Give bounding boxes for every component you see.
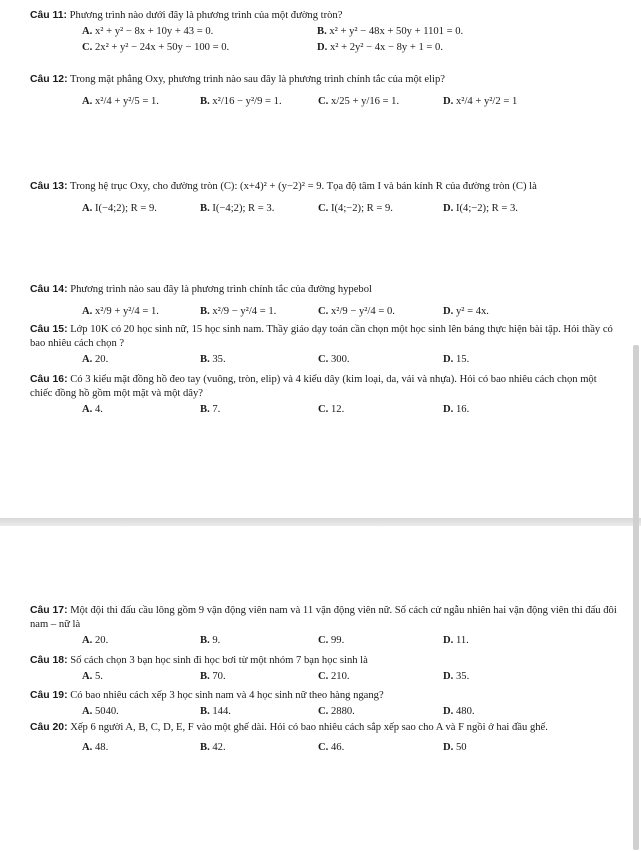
option-text: 35. [455, 671, 470, 682]
options [82, 705, 619, 719]
options [82, 741, 619, 755]
option-label: B. [200, 203, 210, 214]
option-label: A. [82, 635, 93, 646]
option-text: 12. [330, 404, 345, 415]
option-text: 50 [455, 742, 467, 753]
option-text: 20. [94, 354, 109, 365]
option-label: C. [318, 671, 329, 682]
question-11 [30, 9, 619, 55]
option-label: D. [443, 742, 454, 753]
option-text: 42. [212, 742, 226, 753]
question-text: Trong mặt phẳng Oxy, phương trình nào sau đây là phương trình chính tắc của một elip? [70, 74, 445, 85]
question-number: Câu 17: [30, 605, 68, 616]
option-label: C. [318, 306, 329, 317]
option-label: A. [82, 742, 93, 753]
option-text: 99. [330, 635, 345, 646]
option-label: D. [443, 306, 454, 317]
option-text: I(−4;2); R = 3. [212, 203, 275, 214]
option-text: 11. [455, 635, 469, 646]
option-label: C. [318, 742, 329, 753]
option-text: 210. [330, 671, 350, 682]
option-text: x²/4 + y²/5 = 1. [94, 96, 159, 107]
question-20 [30, 721, 619, 755]
option-label: B. [200, 706, 210, 717]
question-15 [30, 323, 619, 367]
question-text: Có 3 kiểu mặt đồng hồ đeo tay (vuông, tròn, elip) và 4 kiểu dây (kim loại, da, vải và nhựa). Hỏi có bao nhiêu cách chọn một chiếc đồng hồ gồm một mặt và một dây? [30, 374, 597, 399]
question-text: Lớp 10K có 20 học sinh nữ, 15 học sinh nam. Thầy giáo dạy toán cần chọn một học sinh lên bảng thực hiện bài tập. Hỏi thầy có bao nhiêu cách chọn ? [30, 324, 613, 349]
option-text: I(−4;2); R = 9. [94, 203, 157, 214]
option-label: C. [318, 354, 329, 365]
question-number: Câu 16: [30, 374, 68, 385]
question-number: Câu 13: [30, 181, 68, 192]
option-label: D. [443, 706, 454, 717]
question-number: Câu 18: [30, 655, 68, 666]
question-19 [30, 689, 619, 719]
option-text: 35. [212, 354, 226, 365]
option-text: I(4;−2); R = 3. [455, 203, 518, 214]
option-label: C. [82, 42, 93, 53]
option-text: x²/9 − y²/4 = 1. [212, 306, 277, 317]
option-label: A. [82, 203, 93, 214]
options [82, 202, 619, 216]
option-label: D. [443, 203, 454, 214]
option-label: B. [200, 354, 210, 365]
question-number: Câu 12: [30, 74, 68, 85]
question-text: Phương trình nào sau đây là phương trình chính tắc của đường hypebol [70, 284, 372, 295]
options [82, 305, 619, 319]
option-label: B. [200, 742, 210, 753]
option-label: C. [318, 404, 329, 415]
option-label: D. [317, 42, 328, 53]
option-text: 16. [455, 404, 470, 415]
option-text: 300. [330, 354, 350, 365]
option-text: x²/16 − y²/9 = 1. [212, 96, 282, 107]
options [82, 353, 619, 367]
option-text: x²/9 + y²/4 = 1. [94, 306, 159, 317]
options [82, 25, 619, 39]
options [82, 41, 619, 55]
question-text: Có bao nhiêu cách xếp 3 học sinh nam và 4 học sinh nữ theo hàng ngang? [70, 690, 384, 701]
option-text: 46. [330, 742, 345, 753]
option-label: B. [200, 96, 210, 107]
option-label: A. [82, 26, 93, 37]
option-text: 70. [212, 671, 226, 682]
option-label: B. [200, 671, 210, 682]
options [82, 670, 619, 684]
option-text: 5040. [94, 706, 119, 717]
question-number: Câu 15: [30, 324, 68, 335]
option-text: 2880. [330, 706, 355, 717]
option-label: D. [443, 635, 454, 646]
question-12 [30, 73, 619, 109]
option-text: x/25 + y/16 = 1. [330, 96, 400, 107]
options [82, 403, 619, 417]
option-text: 5. [94, 671, 103, 682]
option-text: 144. [212, 706, 231, 717]
option-label: D. [443, 354, 454, 365]
page-separator [0, 518, 641, 526]
option-label: D. [443, 404, 454, 415]
option-text: y² = 4x. [455, 306, 489, 317]
option-text: x² + y² − 48x + 50y + 1101 = 0. [329, 26, 464, 37]
question-text: Một đội thi đấu cầu lông gồm 9 vận động viên nam và 11 vận động viên nữ. Số cách cử ngẫu nhiên hai vận động viên thi đấu đôi nam – nữ là [30, 605, 617, 630]
option-text: 7. [212, 404, 221, 415]
option-text: x²/4 + y²/2 = 1 [455, 96, 518, 107]
question-text: Số cách chọn 3 bạn học sinh đi học bơi từ một nhóm 7 bạn học sinh là [70, 655, 368, 666]
option-text: x² + 2y² − 4x − 8y + 1 = 0. [329, 42, 443, 53]
question-number: Câu 19: [30, 690, 68, 701]
question-number: Câu 20: [30, 722, 68, 733]
option-label: C. [318, 635, 329, 646]
option-label: A. [82, 404, 93, 415]
scrollbar[interactable] [633, 345, 639, 850]
option-label: A. [82, 706, 93, 717]
question-13 [30, 180, 619, 216]
option-text: 4. [94, 404, 103, 415]
option-label: C. [318, 96, 329, 107]
option-text: 2x² + y² − 24x + 50y − 100 = 0. [94, 42, 230, 53]
option-text: 48. [94, 742, 109, 753]
option-text: 9. [212, 635, 221, 646]
options [82, 634, 619, 648]
question-14 [30, 283, 619, 319]
option-label: C. [318, 203, 329, 214]
option-label: B. [200, 306, 210, 317]
option-label: B. [200, 635, 210, 646]
question-16 [30, 373, 619, 417]
option-label: B. [317, 26, 327, 37]
option-text: 20. [94, 635, 109, 646]
question-18 [30, 654, 619, 684]
option-text: x²/9 − y²/4 = 0. [330, 306, 395, 317]
option-text: 480. [455, 706, 475, 717]
question-text: Xếp 6 người A, B, C, D, E, F vào một ghế dài. Hỏi có bao nhiêu cách sắp xếp sao cho A và F ngồi ở hai đầu ghế. [70, 722, 548, 733]
option-label: A. [82, 671, 93, 682]
question-number: Câu 11: [30, 10, 67, 21]
question-text: Phương trình nào dưới đây là phương trình của một đường tròn? [69, 10, 343, 21]
option-label: A. [82, 306, 93, 317]
option-text: x² + y² − 8x + 10y + 43 = 0. [94, 26, 214, 37]
option-label: D. [443, 96, 454, 107]
option-label: A. [82, 96, 93, 107]
option-text: I(4;−2); R = 9. [330, 203, 393, 214]
option-label: D. [443, 671, 454, 682]
option-label: B. [200, 404, 210, 415]
option-label: A. [82, 354, 93, 365]
question-17 [30, 604, 619, 648]
question-text: Trong hệ trục Oxy, cho đường tròn (C): (x+4)² + (y−2)² = 9. Tọa độ tâm I và bán kính R của đường tròn (C) là [70, 181, 537, 192]
options [82, 95, 619, 109]
option-label: C. [318, 706, 329, 717]
option-text: 15. [455, 354, 470, 365]
question-number: Câu 14: [30, 284, 68, 295]
